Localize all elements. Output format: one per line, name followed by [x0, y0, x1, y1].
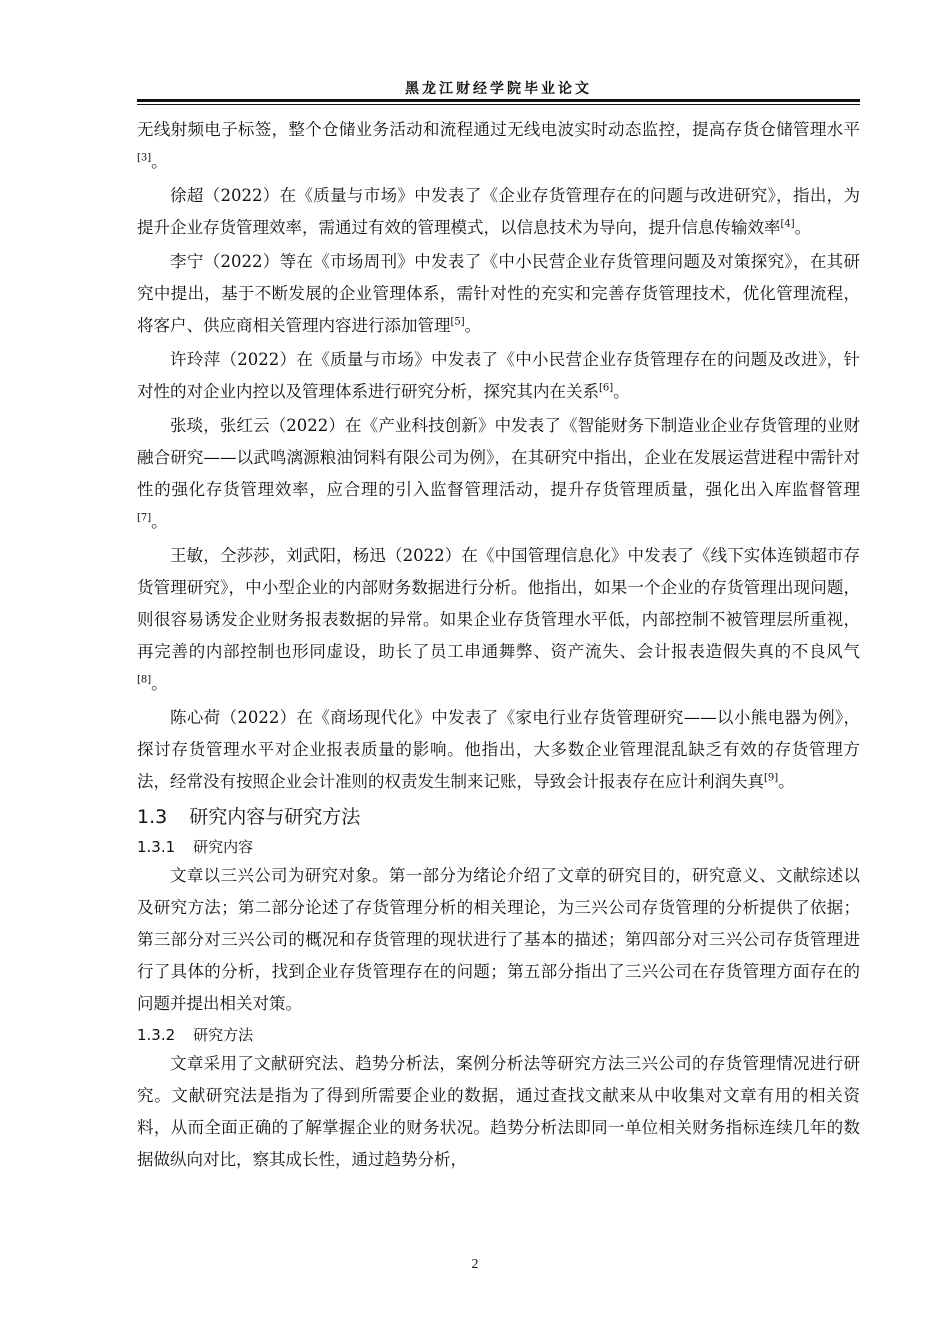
paragraph-lining: 李宁（2022）等在《市场周刊》中发表了《中小民营企业存货管理问题及对策探究》，在其研究中提出，基于不断发展的企业管理体系，需针对性的充实和完善存货管理技术，优化管理流程，将客户、供应商相关管理内容进行添加管理[5]。	[137, 252, 860, 335]
section-heading-1-3: 1.3 研究内容与研究方法	[137, 806, 361, 828]
section-heading-1-3-2: 1.3.2 研究方法	[137, 1026, 254, 1044]
citation: [8]	[137, 674, 152, 686]
paragraph-wangmin: 王敏，仝莎莎，刘武阳，杨迅（2022）在《中国管理信息化》中发表了《线下实体连锁超市存货管理研究》，中小型企业的内部财务数据进行分析。他指出，如果一个企业的存货管理出现问题，则很容易诱发企业财务报表数据的异常。如果企业存货管理水平低，内部控制不被管理层所重视，再完善的内部控制也形同虚设，助长了员工串通舞弊、资产流失、会计报表造假失真的不良风气[8]。	[137, 546, 860, 693]
body-text	[137, 114, 860, 1178]
citation: [9]	[764, 772, 779, 784]
page-number: 2	[471, 1257, 479, 1272]
section-heading-1-3-1: 1.3.1 研究内容	[137, 838, 254, 856]
paragraph-xuchao: 徐超（2022）在《质量与市场》中发表了《企业存货管理存在的问题与改进研究》，指出，为提升企业存货管理效率，需通过有效的管理模式，以信息技术为导向，提升信息传输效率[4]。	[137, 186, 860, 237]
citation: [3]	[137, 152, 152, 164]
paragraph-xulingping: 许玲萍（2022）在《质量与市场》中发表了《中小民营企业存货管理存在的问题及改进》，针对性的对企业内控以及管理体系进行研究分析，探究其内在关系[6]。	[137, 350, 860, 401]
citation: [6]	[599, 382, 614, 394]
paragraph-chenxinhe: 陈心荷（2022）在《商场现代化》中发表了《家电行业存货管理研究——以小熊电器为例》，探讨存货管理水平对企业报表质量的影响。他指出，大多数企业管理混乱缺乏有效的存货管理方法，经常没有按照企业会计准则的权责发生制来记账，导致会计报表存在应计利润失真[9]。	[137, 708, 860, 791]
paragraph-research-content: 文章以三兴公司为研究对象。第一部分为绪论介绍了文章的研究目的，研究意义、文献综述以及研究方法；第二部分论述了存货管理分析的相关理论，为三兴公司存货管理的分析提供了依据；第三部分对三兴公司的概况和存货管理的现状进行了基本的描述；第四部分对三兴公司存货管理进行了具体的分析，找到企业存货管理存在的问题；第五部分指出了三兴公司在存货管理方面存在的问题并提出相关对策。	[137, 866, 860, 1013]
header-rule-thin	[137, 104, 860, 105]
citation: [5]	[450, 316, 465, 328]
header-rule-thick	[137, 99, 860, 102]
paragraph-rfid: 无线射频电子标签，整个仓储业务活动和流程通过无线电波实时动态监控，提高存货仓储管理水平[3]。	[137, 120, 860, 171]
running-header: 黑龙江财经学院毕业论文	[405, 81, 592, 97]
paragraph-research-method: 文章采用了文献研究法、趋势分析法，案例分析法等研究方法三兴公司的存货管理情况进行研究。文献研究法是指为了得到所需要企业的数据，通过查找文献来从中收集对文章有用的相关资料，从而全面正确的了解掌握企业的财务状况。趋势分析法即同一单位相关财务指标连续几年的数据做纵向对比，察其成长性，通过趋势分析，	[137, 1054, 860, 1169]
citation: [7]	[137, 512, 152, 524]
citation: [4]	[780, 218, 795, 230]
paragraph-zhangyan: 张琰，张红云（2022）在《产业科技创新》中发表了《智能财务下制造业企业存货管理的业财融合研究——以武鸣漓源粮油饲料有限公司为例》，在其研究中指出，企业在发展运营进程中需针对性的强化存货管理效率，应合理的引入监督管理活动，提升存货管理质量，强化出入库监督管理[7]。	[137, 416, 860, 531]
